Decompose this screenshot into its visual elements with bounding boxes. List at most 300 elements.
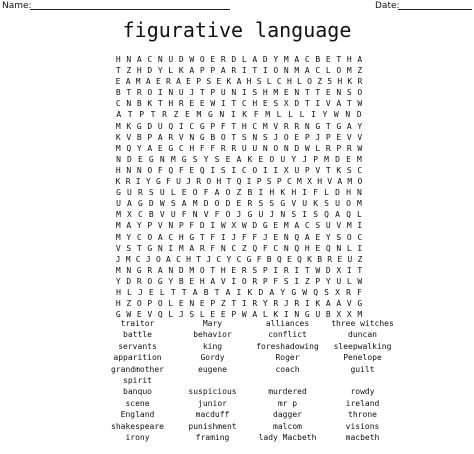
grid-letter[interactable]: L bbox=[346, 276, 352, 286]
grid-letter[interactable]: J bbox=[283, 299, 289, 309]
grid-letter[interactable]: O bbox=[147, 276, 153, 286]
grid-letter[interactable]: O bbox=[357, 88, 363, 98]
grid-letter[interactable]: N bbox=[283, 66, 289, 76]
grid-letter[interactable]: I bbox=[135, 177, 141, 187]
grid-letter[interactable]: B bbox=[203, 287, 209, 297]
grid-letter[interactable]: K bbox=[147, 99, 153, 109]
grid-letter[interactable]: A bbox=[357, 55, 363, 64]
grid-letter[interactable]: T bbox=[231, 99, 237, 109]
grid-letter[interactable]: S bbox=[258, 199, 264, 209]
grid-letter[interactable]: C bbox=[231, 243, 237, 253]
grid-letter[interactable]: S bbox=[313, 210, 319, 220]
grid-letter[interactable]: U bbox=[170, 210, 176, 220]
grid-letter[interactable]: J bbox=[302, 154, 308, 164]
grid-letter[interactable]: T bbox=[231, 299, 237, 309]
grid-letter[interactable]: K bbox=[273, 310, 279, 320]
grid-letter[interactable]: N bbox=[157, 55, 163, 64]
grid-letter[interactable]: M bbox=[115, 143, 121, 153]
grid-letter[interactable]: M bbox=[283, 221, 289, 231]
grid-letter[interactable]: Z bbox=[126, 299, 132, 309]
grid-letter[interactable]: P bbox=[196, 77, 202, 87]
grid-letter[interactable]: E bbox=[148, 287, 154, 297]
grid-letter[interactable]: J bbox=[178, 310, 184, 320]
grid-letter[interactable]: C bbox=[189, 121, 195, 131]
grid-letter[interactable]: Z bbox=[304, 276, 310, 286]
grid-letter[interactable]: R bbox=[166, 77, 171, 87]
grid-letter[interactable]: R bbox=[283, 121, 289, 131]
grid-letter[interactable]: G bbox=[304, 310, 310, 320]
grid-letter[interactable]: F bbox=[199, 143, 205, 153]
grid-letter[interactable]: L bbox=[159, 287, 165, 297]
grid-letter[interactable]: S bbox=[241, 132, 247, 142]
grid-letter[interactable]: Q bbox=[276, 254, 282, 264]
grid-letter[interactable]: Q bbox=[126, 143, 132, 153]
grid-letter[interactable]: U bbox=[258, 210, 264, 220]
grid-letter[interactable]: B bbox=[315, 55, 321, 64]
grid-letter[interactable]: L bbox=[357, 210, 362, 220]
grid-letter[interactable]: N bbox=[126, 99, 132, 109]
grid-letter[interactable]: C bbox=[304, 221, 310, 231]
grid-letter[interactable]: N bbox=[304, 121, 310, 131]
grid-letter[interactable]: W bbox=[302, 287, 308, 297]
grid-letter[interactable]: O bbox=[214, 199, 220, 209]
grid-letter[interactable]: Y bbox=[262, 299, 268, 309]
grid-letter[interactable]: G bbox=[136, 121, 142, 131]
grid-letter[interactable]: Y bbox=[291, 154, 297, 164]
grid-letter[interactable]: V bbox=[147, 310, 153, 320]
grid-letter[interactable]: N bbox=[280, 210, 286, 220]
grid-letter[interactable]: M bbox=[115, 221, 121, 231]
grid-letter[interactable]: M bbox=[192, 199, 198, 209]
grid-letter[interactable]: I bbox=[302, 210, 308, 220]
grid-letter[interactable]: A bbox=[157, 132, 163, 142]
grid-letter[interactable]: B bbox=[266, 254, 272, 264]
grid-letter[interactable]: R bbox=[178, 99, 184, 109]
grid-letter[interactable]: A bbox=[145, 77, 151, 87]
grid-letter[interactable]: G bbox=[137, 199, 143, 209]
grid-letter[interactable]: B bbox=[178, 276, 184, 286]
grid-letter[interactable]: M bbox=[265, 110, 271, 120]
grid-letter[interactable]: A bbox=[336, 299, 342, 309]
grid-letter[interactable]: R bbox=[327, 254, 333, 264]
grid-letter[interactable]: Y bbox=[273, 55, 279, 64]
grid-letter[interactable]: U bbox=[335, 199, 340, 209]
grid-letter[interactable]: G bbox=[336, 121, 342, 131]
grid-letter[interactable]: D bbox=[252, 221, 258, 231]
grid-letter[interactable]: W bbox=[357, 143, 363, 153]
grid-letter[interactable]: X bbox=[231, 221, 237, 231]
grid-letter[interactable]: T bbox=[196, 254, 202, 264]
grid-letter[interactable]: U bbox=[178, 88, 184, 98]
grid-letter[interactable]: J bbox=[236, 210, 242, 220]
grid-letter[interactable]: I bbox=[273, 265, 279, 275]
grid-letter[interactable]: I bbox=[346, 265, 352, 275]
grid-letter[interactable]: F bbox=[220, 121, 226, 131]
grid-letter[interactable]: A bbox=[336, 99, 342, 109]
grid-letter[interactable]: W bbox=[304, 143, 310, 153]
grid-letter[interactable]: O bbox=[155, 254, 161, 264]
grid-letter[interactable]: R bbox=[346, 287, 351, 297]
grid-letter[interactable]: S bbox=[324, 199, 329, 209]
grid-letter[interactable]: V bbox=[327, 177, 333, 187]
grid-letter[interactable]: C bbox=[315, 66, 321, 76]
grid-letter[interactable]: U bbox=[168, 55, 174, 64]
grid-letter[interactable]: X bbox=[336, 265, 342, 275]
grid-letter[interactable]: T bbox=[126, 88, 132, 98]
grid-letter[interactable]: E bbox=[210, 55, 216, 64]
grid-letter[interactable]: H bbox=[115, 55, 121, 64]
grid-letter[interactable]: V bbox=[357, 132, 363, 142]
grid-letter[interactable]: B bbox=[115, 88, 121, 98]
grid-letter[interactable]: T bbox=[115, 66, 121, 76]
grid-letter[interactable]: T bbox=[304, 88, 310, 98]
grid-letter[interactable]: U bbox=[347, 254, 353, 264]
grid-letter[interactable]: S bbox=[291, 210, 297, 220]
grid-letter[interactable]: M bbox=[357, 199, 362, 209]
grid-letter[interactable]: V bbox=[126, 132, 132, 142]
grid-letter[interactable]: F bbox=[252, 232, 258, 242]
grid-letter[interactable]: E bbox=[325, 88, 331, 98]
grid-letter[interactable]: O bbox=[220, 132, 226, 142]
grid-letter[interactable]: I bbox=[210, 221, 216, 231]
grid-letter[interactable]: R bbox=[325, 143, 331, 153]
grid-letter[interactable]: G bbox=[315, 121, 321, 131]
grid-letter[interactable]: E bbox=[273, 232, 279, 242]
grid-letter[interactable]: I bbox=[273, 165, 279, 175]
grid-letter[interactable]: C bbox=[252, 121, 258, 131]
grid-letter[interactable]: A bbox=[126, 221, 132, 231]
grid-letter[interactable]: N bbox=[262, 143, 268, 153]
grid-letter[interactable]: P bbox=[304, 132, 310, 142]
grid-letter[interactable]: H bbox=[168, 99, 174, 109]
grid-letter[interactable]: K bbox=[115, 177, 121, 187]
grid-letter[interactable]: Z bbox=[126, 66, 132, 76]
grid-letter[interactable]: Z bbox=[220, 299, 226, 309]
grid-letter[interactable]: L bbox=[276, 110, 282, 120]
grid-letter[interactable]: T bbox=[181, 287, 187, 297]
grid-letter[interactable]: Z bbox=[236, 188, 242, 198]
grid-letter[interactable]: K bbox=[126, 121, 132, 131]
grid-letter[interactable]: W bbox=[333, 110, 339, 120]
grid-letter[interactable]: S bbox=[192, 154, 198, 164]
grid-letter[interactable]: V bbox=[315, 165, 321, 175]
grid-letter[interactable]: Z bbox=[173, 110, 179, 120]
grid-letter[interactable]: L bbox=[170, 188, 176, 198]
grid-letter[interactable]: N bbox=[294, 310, 300, 320]
grid-letter[interactable]: O bbox=[346, 199, 351, 209]
grid-letter[interactable]: R bbox=[252, 299, 258, 309]
grid-letter[interactable]: V bbox=[115, 243, 121, 253]
grid-letter[interactable]: A bbox=[337, 177, 343, 187]
grid-letter[interactable]: F bbox=[166, 177, 171, 187]
grid-letter[interactable]: U bbox=[336, 276, 342, 286]
grid-letter[interactable]: O bbox=[346, 232, 352, 242]
grid-letter[interactable]: C bbox=[357, 232, 363, 242]
grid-letter[interactable]: L bbox=[315, 143, 321, 153]
grid-letter[interactable]: N bbox=[283, 243, 289, 253]
grid-letter[interactable]: P bbox=[210, 121, 216, 131]
grid-letter[interactable]: R bbox=[220, 55, 226, 64]
grid-letter[interactable]: R bbox=[241, 265, 247, 275]
grid-letter[interactable]: L bbox=[299, 110, 305, 120]
grid-letter[interactable]: S bbox=[220, 165, 226, 175]
grid-letter[interactable]: B bbox=[325, 310, 331, 320]
grid-letter[interactable]: C bbox=[115, 99, 121, 109]
grid-letter[interactable]: E bbox=[315, 243, 321, 253]
grid-letter[interactable]: Y bbox=[126, 232, 132, 242]
grid-letter[interactable]: G bbox=[199, 132, 205, 142]
grid-letter[interactable]: A bbox=[252, 55, 258, 64]
grid-letter[interactable]: I bbox=[294, 265, 300, 275]
grid-letter[interactable]: I bbox=[357, 221, 363, 231]
grid-letter[interactable]: D bbox=[225, 199, 231, 209]
grid-letter[interactable]: Y bbox=[145, 177, 151, 187]
grid-letter[interactable]: F bbox=[262, 243, 268, 253]
grid-letter[interactable]: D bbox=[335, 154, 340, 164]
grid-letter[interactable]: M bbox=[294, 66, 300, 76]
grid-letter[interactable]: F bbox=[253, 110, 259, 120]
grid-letter[interactable]: A bbox=[236, 77, 242, 87]
grid-letter[interactable]: K bbox=[313, 199, 319, 209]
grid-letter[interactable]: H bbox=[291, 188, 297, 198]
grid-letter[interactable]: N bbox=[126, 165, 132, 175]
grid-letter[interactable]: O bbox=[269, 154, 275, 164]
grid-letter[interactable]: I bbox=[304, 299, 310, 309]
grid-letter[interactable]: N bbox=[168, 265, 174, 275]
grid-letter[interactable]: Q bbox=[199, 165, 205, 175]
grid-letter[interactable]: N bbox=[219, 110, 225, 120]
grid-letter[interactable]: F bbox=[178, 165, 184, 175]
grid-letter[interactable]: E bbox=[181, 188, 187, 198]
grid-letter[interactable]: N bbox=[283, 143, 289, 153]
grid-letter[interactable]: C bbox=[304, 55, 310, 64]
grid-letter[interactable]: U bbox=[325, 221, 331, 231]
grid-letter[interactable]: Y bbox=[322, 110, 328, 120]
grid-letter[interactable]: C bbox=[136, 232, 142, 242]
grid-letter[interactable]: E bbox=[225, 154, 231, 164]
grid-letter[interactable]: I bbox=[241, 66, 247, 76]
grid-letter[interactable]: E bbox=[231, 265, 237, 275]
grid-letter[interactable]: V bbox=[273, 121, 279, 131]
grid-letter[interactable]: B bbox=[247, 188, 253, 198]
grid-letter[interactable]: T bbox=[210, 265, 216, 275]
grid-letter[interactable]: T bbox=[325, 121, 331, 131]
grid-letter[interactable]: A bbox=[189, 243, 195, 253]
grid-letter[interactable]: N bbox=[116, 154, 121, 164]
grid-letter[interactable]: I bbox=[262, 66, 268, 76]
grid-letter[interactable]: I bbox=[262, 165, 268, 175]
grid-letter[interactable]: W bbox=[315, 265, 321, 275]
grid-letter[interactable]: A bbox=[214, 188, 220, 198]
grid-letter[interactable]: H bbox=[346, 188, 351, 198]
grid-letter[interactable]: K bbox=[336, 165, 342, 175]
grid-letter[interactable]: R bbox=[252, 276, 258, 286]
grid-letter[interactable]: T bbox=[346, 99, 352, 109]
grid-letter[interactable]: H bbox=[116, 287, 121, 297]
grid-letter[interactable]: H bbox=[252, 99, 258, 109]
grid-letter[interactable]: I bbox=[258, 188, 264, 198]
grid-letter[interactable]: E bbox=[155, 77, 161, 87]
grid-letter[interactable]: N bbox=[136, 165, 142, 175]
grid-letter[interactable]: P bbox=[199, 66, 205, 76]
grid-letter[interactable]: A bbox=[294, 221, 300, 231]
grid-letter[interactable]: S bbox=[315, 221, 321, 231]
grid-letter[interactable]: O bbox=[225, 210, 231, 220]
grid-letter[interactable]: S bbox=[346, 88, 352, 98]
grid-letter[interactable]: R bbox=[247, 199, 253, 209]
grid-letter[interactable]: Q bbox=[297, 254, 302, 264]
grid-letter[interactable]: E bbox=[178, 299, 184, 309]
grid-letter[interactable]: T bbox=[199, 88, 205, 98]
grid-letter[interactable]: I bbox=[210, 165, 216, 175]
grid-letter[interactable]: M bbox=[346, 221, 352, 231]
grid-letter[interactable]: V bbox=[336, 221, 342, 231]
grid-letter[interactable]: I bbox=[241, 299, 247, 309]
grid-letter[interactable]: R bbox=[125, 177, 131, 187]
grid-letter[interactable]: O bbox=[199, 265, 205, 275]
grid-letter[interactable]: F bbox=[210, 243, 216, 253]
grid-letter[interactable]: A bbox=[136, 55, 142, 64]
grid-letter[interactable]: E bbox=[210, 310, 216, 320]
grid-letter[interactable]: O bbox=[147, 232, 153, 242]
grid-letter[interactable]: M bbox=[189, 265, 195, 275]
grid-letter[interactable]: L bbox=[168, 66, 174, 76]
grid-letter[interactable]: A bbox=[236, 154, 242, 164]
grid-letter[interactable]: D bbox=[147, 121, 153, 131]
grid-letter[interactable]: N bbox=[336, 243, 342, 253]
grid-letter[interactable]: G bbox=[116, 188, 121, 198]
grid-letter[interactable]: Q bbox=[294, 243, 300, 253]
grid-letter[interactable]: L bbox=[324, 188, 329, 198]
grid-letter[interactable]: F bbox=[256, 254, 262, 264]
grid-letter[interactable]: T bbox=[157, 99, 163, 109]
grid-letter[interactable]: Y bbox=[168, 276, 174, 286]
grid-letter[interactable]: H bbox=[241, 121, 247, 131]
grid-letter[interactable]: I bbox=[294, 276, 300, 286]
grid-letter[interactable]: E bbox=[136, 310, 142, 320]
grid-letter[interactable]: D bbox=[127, 154, 132, 164]
grid-letter[interactable]: K bbox=[315, 299, 321, 309]
grid-letter[interactable]: F bbox=[157, 165, 163, 175]
grid-letter[interactable]: Q bbox=[168, 121, 174, 131]
grid-letter[interactable]: C bbox=[241, 99, 247, 109]
grid-letter[interactable]: A bbox=[304, 232, 310, 242]
grid-letter[interactable]: A bbox=[181, 199, 187, 209]
grid-letter[interactable]: R bbox=[137, 188, 143, 198]
grid-letter[interactable]: I bbox=[157, 88, 163, 98]
grid-letter[interactable]: G bbox=[136, 265, 142, 275]
grid-letter[interactable]: L bbox=[346, 243, 352, 253]
grid-letter[interactable]: G bbox=[291, 287, 297, 297]
grid-letter[interactable]: O bbox=[147, 165, 153, 175]
grid-letter[interactable]: O bbox=[199, 55, 205, 64]
grid-letter[interactable]: Y bbox=[325, 276, 331, 286]
grid-letter[interactable]: P bbox=[336, 143, 342, 153]
grid-letter[interactable]: A bbox=[192, 287, 198, 297]
grid-letter[interactable]: G bbox=[246, 254, 252, 264]
grid-letter[interactable]: F bbox=[214, 210, 220, 220]
grid-letter[interactable]: P bbox=[147, 221, 153, 231]
grid-letter[interactable]: C bbox=[357, 165, 363, 175]
grid-letter[interactable]: O bbox=[273, 66, 279, 76]
grid-letter[interactable]: M bbox=[357, 310, 363, 320]
grid-letter[interactable]: H bbox=[115, 299, 121, 309]
grid-letter[interactable]: R bbox=[136, 88, 142, 98]
grid-letter[interactable]: K bbox=[226, 77, 232, 87]
grid-letter[interactable]: L bbox=[168, 310, 174, 320]
grid-letter[interactable]: Q bbox=[157, 310, 163, 320]
grid-letter[interactable]: X bbox=[283, 165, 289, 175]
grid-letter[interactable]: U bbox=[241, 143, 247, 153]
grid-letter[interactable]: M bbox=[115, 232, 121, 242]
grid-letter[interactable]: G bbox=[247, 210, 253, 220]
grid-letter[interactable]: T bbox=[127, 110, 133, 120]
grid-letter[interactable]: V bbox=[346, 132, 352, 142]
grid-letter[interactable]: O bbox=[252, 165, 258, 175]
grid-letter[interactable]: G bbox=[357, 299, 363, 309]
grid-letter[interactable]: P bbox=[262, 276, 268, 286]
grid-letter[interactable]: D bbox=[262, 55, 268, 64]
grid-letter[interactable]: P bbox=[325, 132, 331, 142]
grid-letter[interactable]: J bbox=[273, 132, 279, 142]
grid-letter[interactable]: H bbox=[337, 77, 343, 87]
grid-letter[interactable]: F bbox=[181, 210, 187, 220]
grid-letter[interactable]: C bbox=[236, 254, 242, 264]
grid-letter[interactable]: A bbox=[210, 276, 216, 286]
grid-letter[interactable]: N bbox=[252, 132, 258, 142]
grid-letter[interactable]: O bbox=[136, 299, 142, 309]
grid-letter[interactable]: C bbox=[135, 254, 141, 264]
grid-letter[interactable]: V bbox=[178, 132, 184, 142]
grid-letter[interactable]: M bbox=[262, 121, 268, 131]
grid-letter[interactable]: T bbox=[357, 265, 363, 275]
grid-letter[interactable]: R bbox=[231, 66, 237, 76]
grid-letter[interactable]: B bbox=[317, 254, 323, 264]
grid-letter[interactable]: E bbox=[157, 143, 163, 153]
grid-letter[interactable]: S bbox=[206, 77, 212, 87]
grid-letter[interactable]: Z bbox=[357, 254, 363, 264]
grid-letter[interactable]: W bbox=[241, 310, 247, 320]
grid-letter[interactable]: R bbox=[231, 143, 237, 153]
grid-letter[interactable]: N bbox=[168, 88, 174, 98]
grid-letter[interactable]: W bbox=[159, 199, 165, 209]
grid-letter[interactable]: E bbox=[186, 77, 191, 87]
grid-letter[interactable]: P bbox=[313, 154, 319, 164]
grid-letter[interactable]: B bbox=[148, 210, 154, 220]
grid-letter[interactable]: J bbox=[189, 88, 195, 98]
grid-letter[interactable]: T bbox=[325, 165, 331, 175]
grid-letter[interactable]: D bbox=[147, 66, 153, 76]
grid-letter[interactable]: E bbox=[185, 110, 190, 120]
grid-letter[interactable]: V bbox=[157, 221, 163, 231]
grid-letter[interactable]: N bbox=[294, 88, 300, 98]
grid-letter[interactable]: S bbox=[256, 77, 262, 87]
name-line[interactable] bbox=[30, 9, 230, 10]
grid-letter[interactable]: P bbox=[178, 221, 184, 231]
grid-letter[interactable]: D bbox=[258, 287, 264, 297]
grid-letter[interactable]: N bbox=[126, 55, 132, 64]
grid-letter[interactable]: T bbox=[231, 132, 237, 142]
grid-letter[interactable]: J bbox=[115, 254, 121, 264]
grid-letter[interactable]: M bbox=[170, 154, 176, 164]
grid-letter[interactable]: G bbox=[157, 276, 163, 286]
grid-letter[interactable]: D bbox=[356, 110, 362, 120]
grid-letter[interactable]: E bbox=[337, 254, 343, 264]
grid-letter[interactable]: I bbox=[231, 165, 237, 175]
grid-letter[interactable]: S bbox=[214, 154, 220, 164]
grid-letter[interactable]: Z bbox=[357, 66, 363, 76]
grid-letter[interactable]: X bbox=[335, 287, 340, 297]
